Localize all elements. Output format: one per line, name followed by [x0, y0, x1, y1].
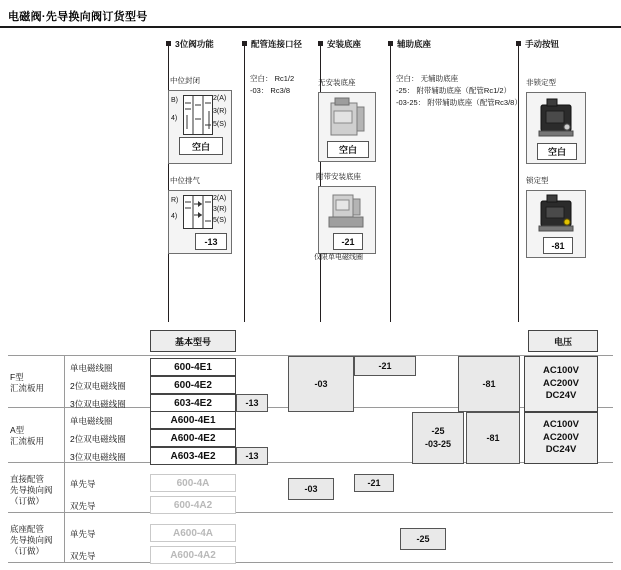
row-coil-a3: 3位双电磁线圈 [70, 452, 126, 462]
mounting-base-with-caption: 附带安装底座 [316, 172, 361, 181]
title-divider [0, 26, 621, 28]
exhaust-center-port-r2: 3(R) [213, 206, 227, 213]
leader-line-sub-base [390, 46, 391, 322]
voltage-a-2: AC200V [543, 431, 579, 443]
manual-lock-code: -81 [543, 237, 573, 254]
manual-nonlock-caption: 非锁定型 [526, 78, 556, 87]
valve-with-base-icon [325, 191, 369, 233]
row-coil-b1: 单先导 [70, 529, 96, 539]
leader-line-port-size [244, 46, 245, 322]
mounting-base-with-photo [318, 186, 376, 254]
column-header-manual-button: 手动按钮 [525, 39, 560, 49]
sub-base-line-2: -25： 附带辅助底座（配管Rc1/2） [396, 86, 512, 95]
model-code-f1: 600-4E1 [150, 358, 236, 376]
exhaust-center-symbol-graphic [183, 195, 213, 229]
sub-base-line-3: -03-25： 附带辅助底座（配管Rc3/8） [396, 98, 522, 107]
option-code-f-function: -13 [236, 394, 268, 412]
row-coil-d2: 双先导 [70, 501, 96, 511]
row-coil-d1: 单先导 [70, 479, 96, 489]
group-label-base-line1: 底座配管 [10, 524, 45, 534]
leader-line-mounting-base [320, 46, 321, 322]
closed-center-port-4: 4) [171, 115, 178, 122]
column-header-mounting-base: 安装底座 [327, 39, 362, 49]
manual-lock-photo [526, 190, 586, 258]
group-label-f-line2: 汇流板用 [10, 383, 45, 394]
model-code-f2: 600-4E2 [150, 376, 236, 394]
column-header-sub-base: 辅助底座 [397, 39, 432, 49]
exhaust-center-code: -13 [195, 233, 227, 250]
option-code-a-subbase-2: -03-25 [424, 439, 451, 449]
voltage-a-1: AC100V [543, 418, 579, 430]
option-code-f-manual: -81 [458, 356, 520, 412]
row-coil-f1: 单电磁线圈 [70, 363, 113, 373]
solenoid-coil-lock-icon [534, 194, 578, 236]
sub-base-line-1: 空白： 无辅助底座 [396, 74, 459, 83]
option-code-f-base: -21 [354, 356, 416, 376]
row-coil-b2: 双先导 [70, 551, 96, 561]
column-header-port-size: 配管连接口径 [251, 39, 303, 49]
model-code-a2: A600-4E2 [150, 429, 236, 447]
voltage-a-3: DC24V [545, 444, 577, 456]
closed-center-code: 空白 [179, 137, 223, 155]
page-title: 电磁阀·先导换向阀订货型号 [8, 11, 148, 23]
group-label-f-type [10, 372, 44, 394]
group-label-direct-line2: 先导换向阀 [10, 485, 53, 496]
model-code-b2: A600-4A2 [150, 546, 236, 564]
model-code-b1: A600-4A [150, 524, 236, 542]
closed-center-port-r: 3(R) [213, 108, 227, 115]
manual-lock-caption: 锁定型 [526, 176, 549, 185]
port-size-line-1: 空白： Rc1/2 [250, 74, 295, 83]
closed-center-symbol [168, 90, 232, 164]
table-header-model: 基本型号 [150, 330, 236, 352]
table-rule-3 [8, 512, 613, 513]
port-size-line-2: -03： Rc3/8 [250, 86, 291, 95]
option-code-b-subbase: -25 [400, 528, 446, 550]
model-code-d1: 600-4A [150, 474, 236, 492]
option-code-a-subbase-1: -25 [431, 426, 445, 437]
mounting-base-none-code: 空白 [327, 141, 369, 158]
voltage-f-1: AC100V [543, 364, 579, 376]
group-label-direct-pipe [10, 474, 53, 507]
solenoid-coil-icon [534, 97, 578, 141]
mounting-base-note: 仅限单电磁线圈 [314, 254, 363, 261]
option-code-f-port: -03 [288, 356, 354, 412]
group-label-base-line2: 先导换向阀 [10, 535, 53, 546]
table-rule-bottom [8, 562, 613, 563]
option-code-d-port: -03 [288, 478, 334, 500]
row-coil-a2: 2位双电磁线圈 [70, 434, 126, 444]
group-label-f-line1: F型 [10, 372, 24, 382]
option-code-a-function: -13 [236, 447, 268, 465]
group-label-a-line1: A型 [10, 425, 25, 435]
option-code-d-base: -21 [354, 474, 394, 492]
row-coil-f2: 2位双电磁线圈 [70, 381, 126, 391]
closed-center-symbol-graphic [183, 95, 213, 135]
exhaust-center-symbol [168, 190, 232, 254]
leader-line-valve-function [168, 46, 169, 322]
model-code-a1: A600-4E1 [150, 411, 236, 429]
voltage-box-f [524, 356, 598, 412]
valve-body-icon [325, 97, 369, 141]
table-col-divider [64, 355, 65, 562]
group-label-a-type [10, 425, 44, 447]
mounting-base-none-photo [318, 92, 376, 162]
model-code-f3: 603-4E2 [150, 394, 236, 412]
group-label-direct-line3: （订做） [10, 496, 45, 507]
exhaust-center-caption: 中位排气 [170, 176, 200, 185]
voltage-f-3: DC24V [545, 390, 577, 402]
exhaust-center-port-s: 5(S) [213, 217, 227, 224]
closed-center-port-b: B) [171, 97, 178, 104]
exhaust-center-port-4: 4) [171, 213, 178, 220]
column-header-valve-function: 3位阀功能 [175, 39, 214, 49]
model-code-d2: 600-4A2 [150, 496, 236, 514]
closed-center-port-s: 5(S) [213, 121, 227, 128]
option-code-a-subbase [412, 412, 464, 464]
group-label-base-line3: （订做） [10, 546, 45, 557]
voltage-box-a [524, 412, 598, 464]
manual-nonlock-code: 空白 [537, 143, 577, 160]
group-label-direct-line1: 直接配管 [10, 474, 45, 484]
leader-line-manual-button [518, 46, 519, 322]
row-coil-f3: 3位双电磁线圈 [70, 399, 126, 409]
exhaust-center-port-a: 2(A) [213, 195, 227, 202]
closed-center-port-a: 2(A) [213, 95, 227, 102]
mounting-base-with-code: -21 [333, 233, 363, 250]
mounting-base-none-caption: 无安装底座 [318, 78, 356, 87]
row-coil-a1: 单电磁线圈 [70, 416, 113, 426]
voltage-f-2: AC200V [543, 377, 579, 389]
group-label-base-pipe [10, 524, 53, 557]
model-code-a3: A603-4E2 [150, 447, 236, 465]
closed-center-caption: 中位封闭 [170, 76, 200, 85]
exhaust-center-port-r: R) [171, 197, 179, 204]
option-code-a-manual: -81 [466, 412, 520, 464]
table-header-voltage: 电压 [528, 330, 598, 352]
group-label-a-line2: 汇流板用 [10, 436, 45, 447]
manual-nonlock-photo [526, 92, 586, 164]
